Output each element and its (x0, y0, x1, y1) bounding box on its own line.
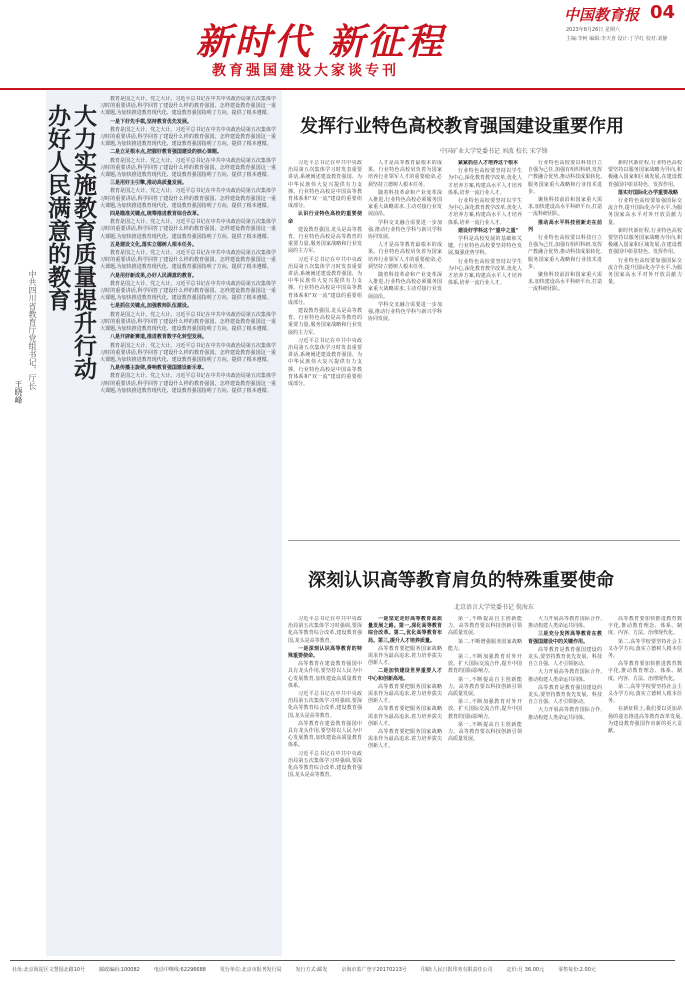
paragraph: 教育是国之大计、党之大计。习近平总书记在中共中央政治局第五次集体学习时的重要讲话,科学回答了建设什么样的教育强国、怎样建设教育强国这一重大课题,为加快推进教育现代化、建设教育强国指明了方向、提供了根本遵循。 (100, 126, 276, 148)
section-heading: 落实好国际化办学重要战略 (618, 189, 679, 196)
paragraph: 第一,不断提高自主创新能力。高等教育要以科技创新引领高质量发展。 (448, 676, 522, 698)
paragraph: 第二,高等学校要坚持社会主义办学方向,落实立德树人根本任务。 (608, 683, 682, 705)
footer-monthly-price: 定价:月 36.00元 (506, 967, 545, 973)
paragraph: 大力开展高等教育国际合作,推动构建人类命运共同体。 (528, 707, 602, 721)
bottom-article-column-4 (528, 616, 602, 952)
bottom-article-headline: 深刻认识高等教育肩负的特殊重要使命 (308, 570, 614, 591)
paragraph: 教育是国之大计、党之大计。习近平总书记在中共中央政治局第五次集体学习时的重要讲话,科学回答了建设什么样的教育强国、怎样建设教育强国这一重大课题,为加快推进教育现代化、建设教育强国指明了方向、提供了根本遵循。 (100, 188, 276, 209)
top-article-headline: 发挥行业特色高校教育强国建设重要作用 (300, 116, 624, 137)
paragraph: 高等教育要把服务国家战略需求作为最高追求,着力培养拔尖创新人才。 (368, 683, 442, 705)
section-heading: 九是传播主旋律,奏响教育强国建设新乐章。 (110, 365, 207, 372)
paragraph: 行业特色高校要加强国际交流合作,提升国际化办学水平,为服务国家高水平对外开放贡献力量。 (608, 257, 682, 286)
paragraph: 习近平总书记在中共中央政治局第五次集体学习时发表重要讲话,系统阐述建设教育强国、为中华民族伟大复兴提供有力支撑。行业特色高校是中国高等教育体系和"双一流"建设的重要组成部分。 (288, 256, 362, 306)
paragraph: 在新征程上,我们要以更加昂扬的姿态推进高等教育改革发展,为建设教育强国作出新的更大贡献。 (608, 706, 682, 735)
page-number: 04 (650, 2, 676, 23)
bottom-article-column-2 (368, 616, 442, 952)
footer-phone: 电话中继线:62296688 (153, 967, 206, 973)
section-heading: 三是用好主引擎,推动高质量发展。 (110, 180, 187, 187)
paragraph: 教育是国之大计、党之大计。习近平总书记在中共中央政治局第五次集体学习时的重要讲话,科学回答了建设什么样的教育强国、怎样建设教育强国这一重大课题,为加快推进教育现代化、建设教育强国指明了方向、提供了根本遵循。 (100, 157, 276, 179)
paragraph: 高等教育要把服务国家战略需求作为最高追求,着力培养拔尖创新人才。 (368, 645, 442, 667)
paragraph: 人才是高等教育最根本的成果。行业特色高校肩负着为国家培养行业领军人才的重要使命,必须坚持立德树人根本任务。 (368, 242, 442, 270)
paragraph: 聚焦科技前沿和国家重大需求,加快建设高水平科研平台,打造一流科研团队。 (528, 197, 602, 218)
paragraph: 习近平总书记在中共中央政治局第五次集体学习时发表重要讲话,系统阐述建设教育强国、为中华民族伟大复兴提供有力支撑。行业特色高校是中国高等教育体系和"双一流"建设的重要组成部分。 (288, 337, 362, 388)
section-heading: 三是充分发挥高等教育在教育强国建设中的关键作用。 (528, 631, 602, 645)
footer-license: 京海市监广登字20170213号 (341, 967, 407, 973)
paragraph: 教育是国之大计、党之大计。习近平总书记在中共中央政治局第五次集体学习时的重要讲话,科学回答了建设什么样的教育强国、怎样建设教育强国这一重大课题,为加快推进教育现代化、建设教育强国指明了方向、提供了根本遵循。 (100, 219, 276, 240)
top-article-column-1 (288, 160, 362, 484)
footer-postcode: 邮政编码:100082 (99, 967, 140, 973)
paragraph: 高等教育要把服务国家战略需求作为最高追求,着力培养拔尖创新人才。 (368, 729, 442, 750)
bottom-article-column-5 (608, 616, 682, 952)
top-article-column-5 (608, 160, 682, 484)
paragraph: 高等教育要加快推进教育数字化,推动教育理念、体系、制度、内容、方法、治理现代化。 (608, 616, 682, 637)
newspaper-brand: 中国教育报 (564, 6, 640, 24)
paragraph: 建设教育强国,龙头是高等教育。行业特色高校是高等教育的重要力量,服务国家战略和行业发展的主力军。 (288, 308, 362, 336)
paragraph: 高等教育在建设教育强国中具有龙头作用,要坚持以人民为中心发展教育,加快建设高质量教育体系。 (288, 661, 362, 689)
paragraph: 高等教育在建设教育强国中具有龙头作用,要坚持以人民为中心发展教育,加快建设高质量教育体系。 (288, 720, 362, 749)
footer-address: 社址:北京海淀区文慧园北路10号 (12, 967, 86, 973)
footer-info (12, 966, 676, 973)
paragraph: 第一,不断提高自主创新能力。高等教育要以科技创新引领高质量发展。 (448, 721, 522, 743)
paragraph: 第二,不断增强服务国家战略能力。 (448, 638, 522, 652)
left-article-author: 王晓峰 (14, 380, 23, 404)
paragraph: 人才是高等教育最根本的成果。行业特色高校肩负着为国家培养行业领军人才的重要使命,必须坚持立德树人根本任务。 (368, 160, 442, 188)
section-heading: 一是坚定走好高等教育高质量发展之路。第一,深化高等教育综合改革。第二,优化高等教育布局。第三,提升人才培养质量。 (368, 616, 442, 644)
left-article-byline: 中共四川省教育厅党组书记、厅长 (28, 270, 37, 390)
top-article-column-2 (368, 160, 442, 484)
footer-retail-price: 零售每份:2.00元 (558, 967, 596, 973)
paragraph: 第三,不断加强教育对外开放。扩大国际交流合作,提升中国教育的国际影响力。 (448, 699, 522, 720)
paragraph: 随着科技革命和产业变革深入推进,行业特色高校必须服务国家重大战略需求,主动对接行业发展前沿。 (368, 272, 442, 300)
section-heading: 二是加快建设世界重要人才中心和创新高地。 (368, 668, 442, 682)
paragraph: 学科交叉融合需要进一步加强,推动行业特色学科与新兴学科协同发展。 (368, 301, 442, 323)
section-heading: 六是用好新成果,办好人民满意的教育。 (110, 272, 197, 279)
footer-rule (10, 960, 675, 961)
paragraph: 建设教育强国,龙头是高等教育。行业特色高校是高等教育的重要力量,服务国家战略和行业发展的主力军。 (288, 226, 362, 255)
left-headline-line-1: 大力实施教育质量提升行动 (70, 104, 97, 380)
edition-date: 2023年8月26日 星期六 (566, 27, 620, 33)
paragraph: 高等教育要加快推进教育数字化,推动教育理念、体系、制度、内容、方法、治理现代化。 (608, 661, 682, 682)
paragraph: 新时代新征程,行业特色高校要坚持以服务国家战略为导向,积极融入国家和区域发展,在建设教育强国中彰显特色、发挥作用。 (608, 160, 682, 188)
paragraph: 行业特色高校要坚持以学生为中心,深化教育教学改革,优化人才培养方案,构建高水平人才培养体系,培养一流行业人才。 (448, 198, 522, 226)
bottom-article-byline: 北京语言大学党委书记 倪海东 (454, 604, 534, 611)
article-divider (288, 540, 680, 541)
top-article-body (288, 160, 682, 486)
bottom-article-column-3 (448, 616, 522, 952)
paragraph: 行业特色高校要坚持以学生为中心,深化教育教学改革,优化人才培养方案,构建高水平人才培养体系,培养一流行业人才。 (448, 168, 522, 196)
section-heading: 二是立足根本点,把握好教育强国建设的核心课题。 (110, 149, 222, 156)
edition-staff: 主编:李柯 编辑:李天喜 设计:丁学红 校对:刘静 (566, 36, 668, 42)
paragraph: 教育是国之大计、党之大计。习近平总书记在中共中央政治局第五次集体学习时的重要讲话,科学回答了建设什么样的教育强国、怎样建设教育强国这一重大课题,为加快推进教育现代化、建设教育强国指明了方向、提供了根本遵循。 (100, 342, 276, 363)
section-heading: 四是瞄准关键点,统筹推进教育综合改革。 (110, 211, 202, 218)
paragraph: 教育是国之大计、党之大计。习近平总书记在中共中央政治局第五次集体学习时的重要讲话,科学回答了建设什么样的教育强国、怎样建设教育强国这一重大课题,为加快推进教育现代化、建设教育强国指明了方向、提供了根本遵循。 (100, 96, 276, 117)
paragraph: 高等教育是教育强国建设的龙头,要坚持教育优先发展、科技自立自强、人才引领驱动。 (528, 646, 602, 668)
paragraph: 教育是国之大计、党之大计。习近平总书记在中共中央政治局第五次集体学习时的重要讲话,科学回答了建设什么样的教育强国、怎样建设教育强国这一重大课题,为加快推进教育现代化、建设教育强国指明了方向、提供了根本遵循。 (100, 311, 276, 333)
paragraph: 行业特色高校要以科技自立自强为己任,加强有组织科研,发挥产教融合优势,推动科技成果转化,服务国家重大战略和行业技术进步。 (528, 235, 602, 270)
masthead-title: 新时代 新征程 (196, 21, 446, 63)
footer-printer: 印刷:人民日报印务有限责任公司 (420, 967, 493, 973)
paragraph: 第一,不断提高自主创新能力。高等教育要以科技创新引领高质量发展。 (448, 616, 522, 637)
paragraph: 大力开展高等教育国际合作,推动构建人类命运共同体。 (528, 669, 602, 683)
section-heading: 推动高水平科技创新走在前列 (528, 219, 602, 233)
paragraph: 行业特色高校要以科技自立自强为己任,加强有组织科研,发挥产教融合优势,推动科技成果转化,服务国家重大战略和行业技术进步。 (528, 160, 602, 195)
top-article-column-4 (528, 160, 602, 484)
section-heading: 建设好学科这个"重中之重" (458, 227, 519, 234)
top-article-byline: 中国矿业大学党委书记 刘波 校长 宋学锋 (440, 148, 548, 155)
section-heading: 一是下好先手棋,坚持教育优先发展。 (110, 118, 192, 125)
paragraph: 第三,不断加强教育对外开放。扩大国际交流合作,提升中国教育的国际影响力。 (448, 654, 522, 675)
left-article-headline (44, 104, 97, 564)
paragraph: 习近平总书记在中共中央政治局第五次集体学习时强调,要深化高等教育综合改革,建设教育强国,龙头是高等教育。 (288, 691, 362, 719)
paragraph: 教育是国之大计、党之大计。习近平总书记在中共中央政治局第五次集体学习时的重要讲话,科学回答了建设什么样的教育强国、怎样建设教育强国这一重大课题,为加快推进教育现代化、建设教育强国指明了方向、提供了根本遵循。 (100, 280, 276, 302)
paragraph: 高等教育是教育强国建设的龙头,要坚持教育优先发展、科技自立自强、人才引领驱动。 (528, 684, 602, 706)
left-article-body (100, 96, 276, 948)
paragraph: 第二,高等学校要坚持社会主义办学方向,落实立德树人根本任务。 (608, 638, 682, 660)
section-heading: 五是建设文化,落实立德树人根本任务。 (110, 241, 197, 248)
masthead (0, 0, 685, 90)
paragraph: 行业特色高校要加强国际交流合作,提升国际化办学水平,为服务国家高水平对外开放贡献力量。 (608, 198, 682, 226)
paragraph: 聚焦科技前沿和国家重大需求,加快建设高水平科研平台,打造一流科研团队。 (528, 272, 602, 293)
page-footer (0, 958, 685, 986)
bottom-article-body (288, 616, 682, 956)
section-heading: 紧紧抓住人才培养这个根本 (458, 160, 519, 166)
paragraph: 教育是国之大计、党之大计。习近平总书记在中共中央政治局第五次集体学习时的重要讲话,科学回答了建设什么样的教育强国、怎样建设教育强国这一重大课题,为加快推进教育现代化、建设教育强国指明了方向、提供了根本遵循。 (100, 250, 276, 271)
paragraph: 学科是高校发展的基础和关键。行业特色高校要坚持特色发展,做强优势学科。 (448, 236, 522, 257)
paragraph: 习近平总书记在中共中央政治局第五次集体学习时强调,要深化高等教育综合改革,建设教育强国,龙头是高等教育。 (288, 750, 362, 779)
footer-distributor: 发行单位:北京市报刊发行局 (219, 967, 282, 973)
left-headline-line-2: 办好人民满意的教育 (44, 104, 71, 311)
top-article-column-3 (448, 160, 522, 484)
paragraph: 学科交叉融合需要进一步加强,推动行业特色学科与新兴学科协同发展。 (368, 219, 442, 241)
paragraph: 习近平总书记在中共中央政治局第五次集体学习时强调,要深化高等教育综合改革,建设教育强国,龙头是高等教育。 (288, 616, 362, 644)
section-heading: 七是抓住关键点,加强教师队伍建设。 (110, 303, 192, 310)
footer-distribution-method: 发行方式:邮发 (295, 967, 328, 973)
paragraph: 行业特色高校要坚持以学生为中心,深化教育教学改革,优化人才培养方案,构建高水平人才培养体系,培养一流行业人才。 (448, 258, 522, 287)
section-heading: 一是深刻认识高等教育的特殊重要使命。 (288, 645, 362, 660)
masthead-subtitle: 教育强国建设大家谈专刊 (212, 63, 399, 79)
bottom-article-column-1 (288, 616, 362, 952)
paragraph: 大力开展高等教育国际合作,推动构建人类命运共同体。 (528, 616, 602, 630)
paragraph: 随着科技革命和产业变革深入推进,行业特色高校必须服务国家重大战略需求,主动对接行业发展前沿。 (368, 189, 442, 218)
paragraph: 习近平总书记在中共中央政治局第五次集体学习时发表重要讲话,系统阐述建设教育强国、为中华民族伟大复兴提供有力支撑。行业特色高校是中国高等教育体系和"双一流"建设的重要组成部分。 (288, 160, 362, 210)
paragraph: 教育是国之大计、党之大计。习近平总书记在中共中央政治局第五次集体学习时的重要讲话,科学回答了建设什么样的教育强国、怎样建设教育强国这一重大课题,为加快推进教育现代化、建设教育强国指明了方向、提供了根本遵循。 (100, 373, 276, 394)
section-heading: 八是开辟新赛道,推进教育数字化转型发展。 (110, 334, 207, 341)
paragraph: 高等教育要把服务国家战略需求作为最高追求,着力培养拔尖创新人才。 (368, 706, 442, 727)
section-heading: 认识行业特色高校的重要使命 (288, 211, 362, 225)
paragraph: 新时代新征程,行业特色高校要坚持以服务国家战略为导向,积极融入国家和区域发展,在建设教育强国中彰显特色、发挥作用。 (608, 227, 682, 256)
